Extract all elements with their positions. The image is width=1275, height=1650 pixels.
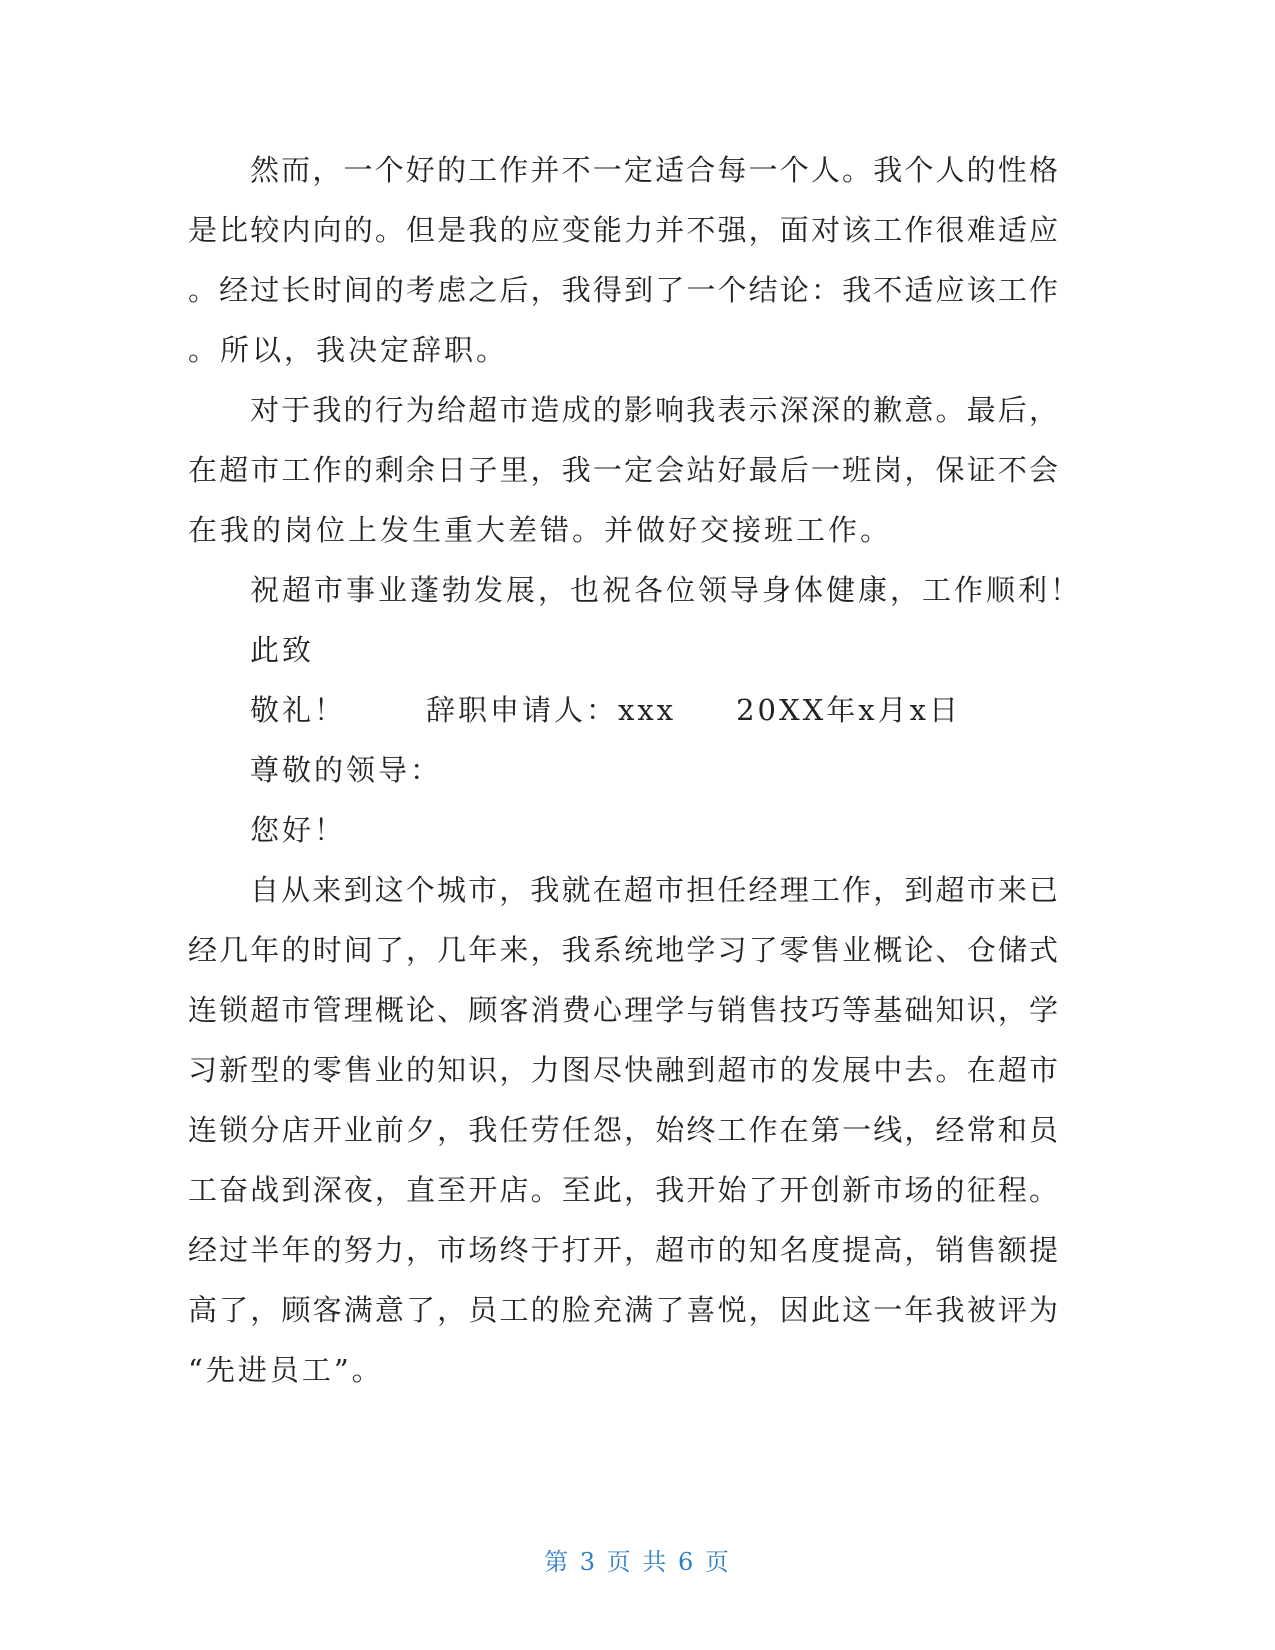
- document-body: [188, 140, 1083, 1400]
- text-line: 经几年的时间了，几年来，我系统地学习了零售业概论、仓储式: [188, 933, 1058, 967]
- text-line: 高了，顾客满意了，员工的脸充满了喜悦，因此这一年我被评为: [188, 1293, 1058, 1327]
- text-line: 在我的岗位上发生重大差错。并做好交接班工作。: [188, 513, 893, 547]
- text-line: 祝超市事业蓬勃发展，也祝各位领导身体健康，工作顺利！: [250, 573, 1083, 607]
- text-line: 。经过长时间的考虑之后，我得到了一个结论：我不适应该工作: [188, 273, 1058, 307]
- text-line: 自从来到这个城市，我就在超市担任经理工作，到超市来已: [250, 873, 1058, 907]
- text-line: 是比较内向的。但是我的应变能力并不强，面对该工作很难适应: [188, 213, 1058, 247]
- text-line: 然而，一个好的工作并不一定适合每一个人。我个人的性格: [250, 153, 1058, 187]
- signature-line: [188, 680, 1058, 740]
- text-line: 连锁分店开业前夕，我任劳任怨，始终工作在第一线，经常和员: [188, 1113, 1058, 1147]
- signature-date: 20XX年x月x日: [736, 693, 961, 727]
- text-line: 。所以，我决定辞职。: [188, 333, 509, 367]
- greeting: 您好！: [250, 813, 347, 847]
- salute-text: 敬礼！: [250, 693, 347, 727]
- salutation: 尊敬的领导：: [250, 753, 443, 787]
- text-line: 经过半年的努力，市场终于打开，超市的知名度提高，销售额提: [188, 1233, 1058, 1267]
- text-line: 习新型的零售业的知识，力图尽快融到超市的发展中去。在超市: [188, 1053, 1058, 1087]
- text-line: 在超市工作的剩余日子里，我一定会站好最后一班岗，保证不会: [188, 453, 1058, 487]
- applicant-name: 辞职申请人：xxx: [426, 693, 677, 727]
- text-line: 连锁超市管理概论、顾客消费心理学与销售技巧等基础知识，学: [188, 993, 1058, 1027]
- text-line: 对于我的行为给超市造成的影响我表示深深的歉意。最后，: [250, 393, 1058, 427]
- text-line: 工奋战到深夜，直至开店。至此，我开始了开创新市场的征程。: [188, 1173, 1058, 1207]
- closing-greeting: 此致: [250, 633, 315, 667]
- page-number: 第 3 页 共 6 页: [544, 1548, 731, 1576]
- text-line: “先进员工”。: [188, 1353, 384, 1387]
